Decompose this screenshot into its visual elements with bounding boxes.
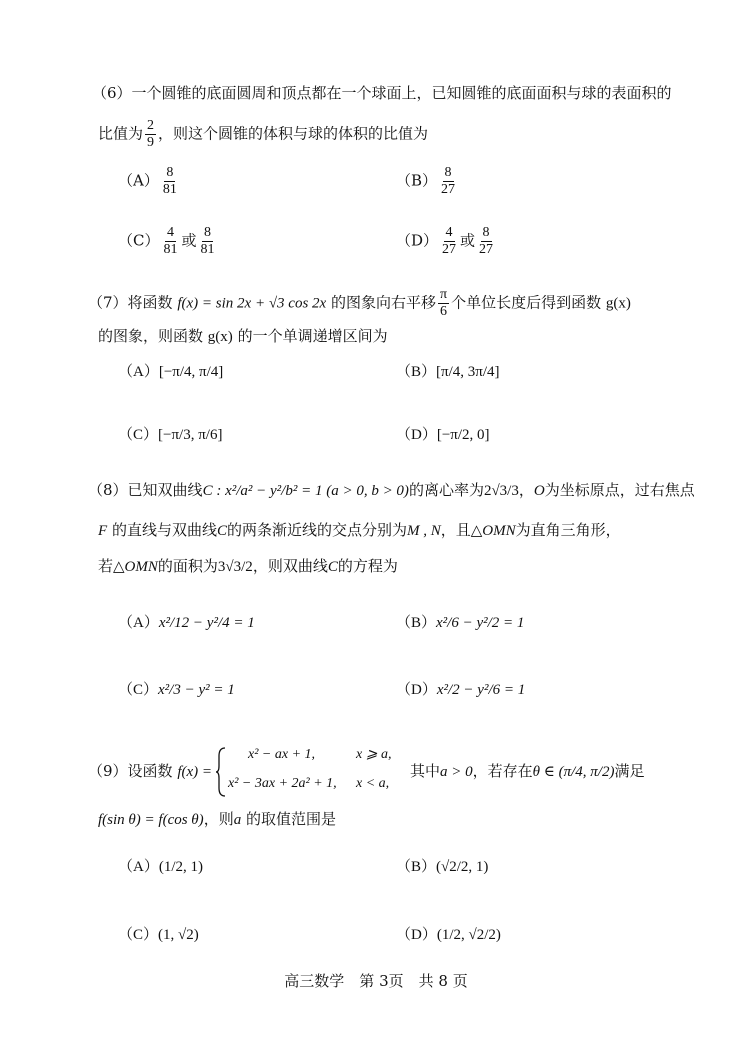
q8-line1: （8）已知双曲线C : x²/a² − y²/b² = 1 (a > 0, b > 0)的离心率为2√3/3，O为坐标原点，过右焦点 — [88, 481, 695, 499]
q8-eccentricity: 2√3/3 — [483, 483, 519, 499]
q6-option-c[interactable]: （C） $\frac{4}{81}$ 或 $\frac{8}{81}$ — [118, 225, 215, 257]
q6-number: （6） — [92, 84, 132, 102]
q9-case1: x² − ax + 1, — [248, 747, 316, 762]
q9-option-c[interactable]: （C）(1, √2) — [118, 927, 199, 943]
q8-option-a[interactable]: （A）x²/12 − y²/4 = 1 — [118, 615, 255, 631]
q9-number: （9） — [88, 762, 128, 780]
q8-line2: F 的直线与双曲线C的两条渐近线的交点分别为M , N，且△OMN为直角三角形， — [98, 521, 621, 539]
page-footer: 高三数学 第 3页 共 8 页 — [284, 972, 468, 990]
q8-option-d[interactable]: （D）x²/2 − y²/6 = 1 — [396, 682, 526, 698]
q6-line2: 比值为 $\frac{2}{9}$ ，则这个圆锥的体积与球的体积的比值为 — [98, 118, 429, 150]
q6-option-b[interactable]: （B） $\frac{8}{27}$ — [396, 165, 456, 197]
q6-option-d[interactable]: （D） $\frac{4}{27}$ 或 $\frac{8}{27}$ — [396, 225, 494, 257]
q9-option-d[interactable]: （D）(1/2, √2/2) — [396, 927, 501, 943]
q8-number: （8） — [88, 481, 128, 499]
q9-option-b[interactable]: （B）(√2/2, 1) — [396, 859, 489, 875]
q6-option-a[interactable]: （A） $\frac{8}{81}$ — [118, 165, 177, 197]
q7-option-b[interactable]: （B）[π/4, 3π/4] — [396, 364, 500, 380]
q9-option-a[interactable]: （A）(1/2, 1) — [118, 859, 204, 875]
q8-option-b[interactable]: （B）x²/6 − y²/2 = 1 — [396, 615, 525, 631]
q9-line1-rest: 其中a > 0，若存在θ ∈ (π/4, π/2)满足 — [410, 762, 645, 780]
q7-option-d[interactable]: （D）[−π/2, 0] — [396, 427, 490, 443]
q7-line2: 的图象，则函数 g(x) 的一个单调递增区间为 — [98, 327, 388, 345]
q6-ratio-fraction: $\frac{2}{9}$ — [147, 118, 155, 150]
q9-label: （9）设函数 f(x) = — [88, 762, 213, 780]
q9-cond1: x ⩾ a, — [356, 747, 392, 762]
q8-option-c[interactable]: （C）x²/3 − y² = 1 — [118, 682, 235, 698]
q7-option-c[interactable]: （C）[−π/3, π/6] — [118, 427, 223, 443]
q9-cond2: x < a, — [356, 776, 390, 791]
q8-area: 3√3/2 — [217, 559, 253, 575]
q7-line1: （7）将函数 f(x) = sin 2x + √3 cos 2x 的图象向右平移 $\frac{\pi}{6}$ 个单位长度后得到函数 g(x) — [88, 287, 631, 319]
q7-shift-fraction: $\frac{\pi}{6}$ — [440, 287, 448, 319]
q6-line1: （6）一个圆锥的底面圆周和顶点都在一个球面上，已知圆锥的底面面积与球的表面积的 — [92, 84, 672, 102]
q7-option-a[interactable]: （A）[−π/4, π/4] — [118, 364, 224, 380]
q7-number: （7） — [88, 293, 128, 312]
q9-case2: x² − 3ax + 2a² + 1, — [228, 776, 337, 791]
q8-hyperbola: C : x²/a² − y²/b² = 1 (a > 0, b > 0) — [202, 483, 409, 499]
q9-left-brace — [215, 746, 227, 798]
q9-line2: f(sin θ) = f(cos θ)，则a 的取值范围是 — [98, 810, 336, 828]
q7-function: f(x) = sin 2x + √3 cos 2x — [177, 295, 327, 312]
q8-line3: 若△OMN的面积为3√3/2，则双曲线C的方程为 — [98, 557, 398, 575]
